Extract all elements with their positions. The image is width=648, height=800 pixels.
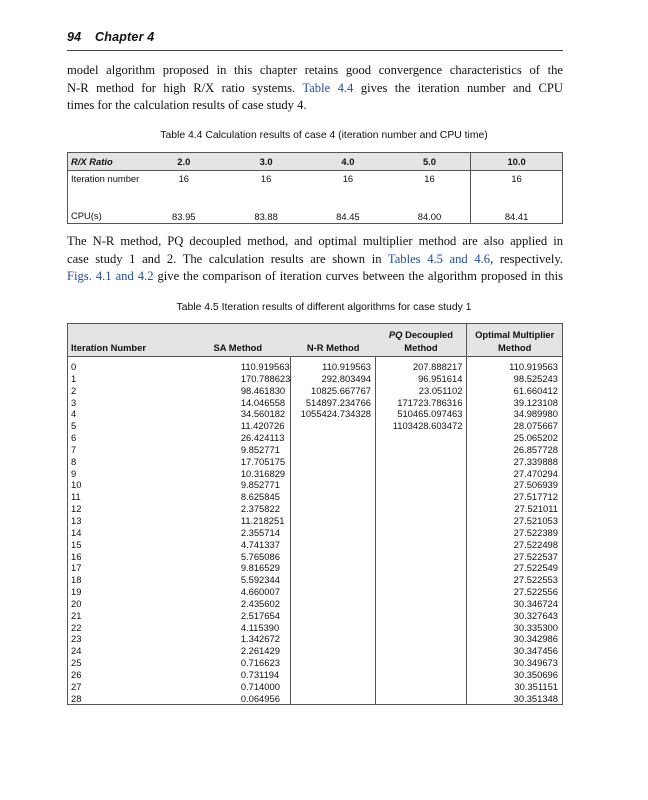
table-4-5-caption: Table 4.5 Iteration results of different algorithms for case study 1 — [176, 302, 472, 313]
iteration-number: 13 — [71, 514, 82, 526]
paragraph-line: times for the calculation results of case study 4. — [67, 98, 307, 113]
cell: 27.521011 — [467, 503, 563, 515]
cell: 84.00 — [417, 211, 442, 222]
header-rule — [67, 50, 563, 51]
cell: 23.051102 — [376, 385, 467, 397]
cell — [291, 527, 376, 539]
cell: 27.522389 — [467, 527, 563, 539]
column-header: N-R Method — [291, 324, 376, 357]
cell — [376, 681, 467, 693]
cell: 16 — [178, 173, 189, 184]
cell: 96.951614 — [376, 373, 467, 385]
iteration-number: 21 — [71, 609, 82, 621]
column-header: 3.0 — [225, 153, 307, 171]
cell — [376, 479, 467, 491]
cell: 171723.786316 — [376, 397, 467, 409]
cell — [376, 444, 467, 456]
cell: 1055424.734328 — [291, 408, 376, 420]
table-row — [68, 479, 563, 491]
cell — [291, 444, 376, 456]
column-header: R/X Ratio — [68, 153, 143, 171]
cell: 25.065202 — [467, 432, 563, 444]
cell — [291, 420, 376, 432]
iteration-number: 16 — [71, 550, 82, 562]
cell: 0.064956 — [240, 692, 280, 704]
iteration-number: 17 — [71, 562, 82, 574]
cell: 27.521053 — [467, 515, 563, 527]
cell — [376, 574, 467, 586]
cell: 30.335300 — [467, 622, 563, 634]
cell: 9.852771 — [240, 443, 280, 455]
cell: 30.346724 — [467, 598, 563, 610]
cell: 16 — [260, 173, 272, 184]
cell — [376, 586, 467, 598]
table-row — [68, 515, 563, 527]
cell: 110.919563 — [467, 357, 563, 373]
table-row — [68, 420, 563, 432]
cell: 2.375822 — [240, 503, 280, 515]
cell: 514897.234766 — [291, 397, 376, 409]
cell: 292.803494 — [291, 373, 376, 385]
cell: 0.716623 — [240, 657, 280, 669]
column-header: PQ Decoupled Method — [376, 324, 467, 357]
cell — [291, 562, 376, 574]
tables-4-5-4-6-link[interactable]: Tables 4.5 and 4.6 — [387, 251, 491, 266]
cell: 27.506939 — [467, 479, 563, 491]
cell — [376, 633, 467, 645]
cell: 11.420726 — [240, 420, 285, 432]
cell — [291, 598, 376, 610]
cell — [291, 574, 376, 586]
cell: 27.522498 — [467, 539, 563, 551]
column-header: SA Method — [185, 324, 291, 357]
iteration-number: 12 — [71, 503, 82, 515]
table-row — [68, 397, 563, 409]
table-body — [68, 357, 563, 705]
cell: 4.741337 — [240, 538, 280, 550]
figs-4-1-4-2-link[interactable]: Figs. 4.1 and 4.2 — [67, 269, 154, 284]
cell — [291, 539, 376, 551]
cell: 26.424113 — [240, 432, 285, 444]
paragraph-line: The N-R method, PQ decoupled method, and optimal multiplier method are also applied in — [67, 234, 563, 248]
cell: 34.560182 — [240, 408, 286, 420]
cell — [376, 432, 467, 444]
cell: 17.705175 — [240, 455, 286, 467]
cell: 30.351151 — [467, 681, 563, 693]
cell: 26.857728 — [467, 444, 563, 456]
cell — [291, 693, 376, 705]
cell: 1.342672 — [240, 633, 280, 645]
cell: 16 — [424, 173, 435, 184]
iteration-number: 4 — [71, 408, 77, 420]
column-header: 2.0 — [142, 153, 225, 171]
cell — [291, 479, 376, 491]
table-4-4 — [67, 152, 563, 224]
cell — [376, 515, 467, 527]
chapter-label: Chapter 4 — [95, 30, 155, 44]
table-row — [68, 444, 563, 456]
cell — [291, 657, 376, 669]
iteration-number: 10 — [71, 479, 82, 491]
table-row — [68, 586, 563, 598]
cell: 510465.097463 — [376, 408, 467, 420]
cell: 2.355714 — [240, 526, 280, 538]
iteration-number: 25 — [71, 657, 82, 669]
cell — [291, 610, 376, 622]
cell — [376, 693, 467, 705]
paragraph-text: case study 1 and 2. The calculation results are shown in — [67, 251, 382, 266]
table-row — [68, 385, 563, 397]
iteration-number: 5 — [71, 420, 77, 432]
table-row — [68, 693, 563, 705]
row-label: CPU(s) — [71, 210, 102, 222]
cell: 39.123108 — [467, 397, 563, 409]
table-row — [68, 574, 563, 586]
table-row — [68, 468, 563, 480]
cell — [291, 622, 376, 634]
paragraph-comparison — [67, 233, 563, 286]
page-number: 94 — [67, 30, 82, 44]
table-row — [68, 171, 563, 211]
iteration-number: 7 — [71, 443, 77, 455]
table-row — [68, 645, 563, 657]
cell: 27.470294 — [467, 468, 563, 480]
cell: 110.919563 — [291, 357, 376, 373]
table-4-4-link[interactable]: Table 4.4 — [302, 80, 354, 95]
cell: 84.45 — [336, 211, 360, 222]
paragraph-line — [67, 80, 563, 98]
column-header: Iteration Number — [68, 324, 185, 357]
cell — [291, 456, 376, 468]
cell: 30.351348 — [467, 693, 563, 705]
cell — [376, 456, 467, 468]
cell: 4.660007 — [240, 586, 280, 598]
table-row — [68, 373, 563, 385]
cell — [376, 491, 467, 503]
paragraph-text: gives the iteration number and CPU — [360, 80, 564, 95]
running-head — [67, 30, 563, 50]
iteration-number: 28 — [71, 692, 82, 704]
table-row — [68, 669, 563, 681]
cell — [291, 586, 376, 598]
column-header: 10.0 — [471, 153, 563, 171]
cell — [291, 681, 376, 693]
cell — [376, 551, 467, 563]
cell: 16 — [342, 173, 354, 184]
cell — [376, 669, 467, 681]
iteration-number: 3 — [71, 396, 77, 408]
iteration-number: 0 — [71, 361, 77, 372]
cell: 27.522537 — [467, 551, 563, 563]
cell — [376, 657, 467, 669]
cell: 27.522549 — [467, 562, 563, 574]
iteration-number: 9 — [71, 467, 77, 479]
cell — [291, 633, 376, 645]
cell — [291, 669, 376, 681]
cell — [291, 432, 376, 444]
iteration-number: 20 — [71, 597, 82, 609]
table-row — [68, 527, 563, 539]
cell: 170.788623 — [240, 372, 291, 384]
row-label: Iteration number — [71, 173, 140, 184]
column-header: 5.0 — [389, 153, 471, 171]
iteration-number: 18 — [71, 574, 82, 586]
iteration-number: 14 — [71, 526, 82, 538]
cell — [376, 539, 467, 551]
cell: 10825.667767 — [291, 385, 376, 397]
table-row — [68, 598, 563, 610]
iteration-number: 23 — [71, 633, 82, 645]
iteration-number: 1 — [71, 372, 77, 384]
cell: 34.989980 — [467, 408, 563, 420]
iteration-number: 6 — [71, 432, 77, 444]
column-header: 4.0 — [307, 153, 389, 171]
cell: 27.522553 — [467, 574, 563, 586]
cell — [376, 503, 467, 515]
cell — [376, 527, 467, 539]
cell: 11.218251 — [240, 514, 285, 526]
cell: 30.342986 — [467, 633, 563, 645]
cell — [291, 468, 376, 480]
table-row — [68, 210, 563, 224]
iteration-number: 26 — [71, 668, 82, 680]
cell — [376, 598, 467, 610]
paragraph-intro — [67, 62, 563, 115]
cell: 5.765086 — [240, 550, 280, 562]
cell: 4.115390 — [240, 621, 280, 633]
cell: 5.592344 — [240, 574, 280, 586]
table-4-5 — [67, 323, 563, 705]
cell: 2.517654 — [240, 609, 280, 621]
cell: 27.522556 — [467, 586, 563, 598]
iteration-number: 24 — [71, 645, 82, 657]
table-row — [68, 432, 563, 444]
table-row — [68, 357, 563, 373]
table-row — [68, 408, 563, 420]
cell: 30.350696 — [467, 669, 563, 681]
paragraph-text: , respectively. — [490, 251, 564, 266]
cell — [291, 645, 376, 657]
cell: 9.816529 — [240, 562, 280, 574]
cell — [291, 515, 376, 527]
iteration-number: 15 — [71, 538, 82, 550]
cell: 16 — [471, 171, 563, 211]
cell: 30.327643 — [467, 610, 563, 622]
cell — [376, 610, 467, 622]
cell — [376, 468, 467, 480]
iteration-number: 11 — [71, 491, 81, 503]
iteration-number: 8 — [71, 455, 77, 467]
cell: 110.919563 — [240, 361, 290, 372]
cell: 207.888217 — [376, 357, 467, 373]
paragraph-text: give the comparison of iteration curves between the algorithm proposed in this — [157, 269, 564, 284]
cell: 10.316829 — [240, 467, 286, 479]
cell — [376, 562, 467, 574]
table-4-4-caption: Table 4.4 Calculation results of case 4 (iteration number and CPU time) — [160, 130, 488, 141]
table-row — [68, 562, 563, 574]
cell: 2.435602 — [240, 597, 280, 609]
table-row — [68, 681, 563, 693]
cell: 0.731194 — [240, 668, 280, 680]
cell: 84.41 — [471, 210, 563, 224]
cell: 30.347456 — [467, 645, 563, 657]
cell: 28.075667 — [467, 420, 563, 432]
paragraph-text: N-R method for high R/X ratio systems. — [67, 80, 296, 95]
cell: 0.714000 — [240, 680, 280, 692]
cell — [291, 551, 376, 563]
cell — [376, 622, 467, 634]
cell: 98.525243 — [467, 373, 563, 385]
cell: 61.660412 — [467, 385, 563, 397]
table-row — [68, 491, 563, 503]
cell: 30.349673 — [467, 657, 563, 669]
cell: 27.339888 — [467, 456, 563, 468]
table-row — [68, 456, 563, 468]
cell — [291, 491, 376, 503]
table-row — [68, 610, 563, 622]
table-row — [68, 503, 563, 515]
cell: 2.261429 — [240, 645, 280, 657]
table-row — [68, 622, 563, 634]
paragraph-line: model algorithm proposed in this chapter retains good convergence characteristics of the — [67, 63, 563, 77]
cell — [376, 645, 467, 657]
iteration-number: 19 — [71, 586, 82, 598]
cell: 9.852771 — [240, 479, 280, 491]
table-row — [68, 633, 563, 645]
cell: 98.461830 — [240, 384, 286, 396]
table-row — [68, 657, 563, 669]
iteration-number: 22 — [71, 621, 82, 633]
cell: 1103428.603472 — [376, 420, 467, 432]
table-row — [68, 539, 563, 551]
cell: 27.517712 — [467, 491, 563, 503]
table-row — [68, 551, 563, 563]
cell — [291, 503, 376, 515]
iteration-number: 27 — [71, 680, 82, 692]
paragraph-line — [67, 268, 563, 286]
cell: 83.88 — [254, 211, 278, 222]
iteration-number: 2 — [71, 384, 77, 396]
cell: 83.95 — [172, 211, 196, 222]
column-header: Optimal Multiplier Method — [467, 324, 563, 357]
paragraph-line — [67, 251, 563, 269]
cell: 14.046558 — [240, 396, 286, 408]
cell: 8.625845 — [240, 491, 280, 503]
